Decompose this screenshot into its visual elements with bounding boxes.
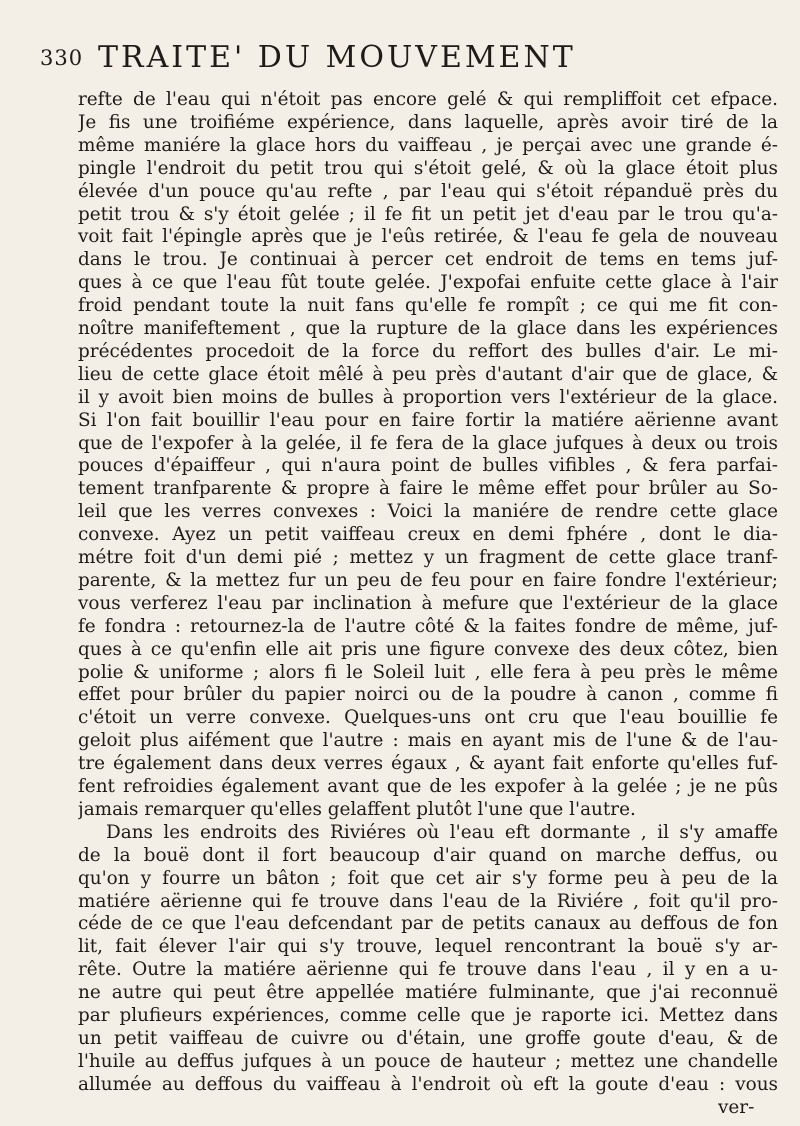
text-line: geloit plus aifément que l'autre : mais en ayant mis de l'une & de l'au-	[78, 730, 778, 752]
text-line: un petit vaiffeau de cuivre ou d'étain, une groffe goute d'eau, & de	[78, 1027, 778, 1049]
text-line: céde de ce que l'eau defcendant par de petits canaux au deffous de fon	[78, 913, 778, 935]
text-line: matiére aërienne qui fe trouve dans l'eau de la Riviére , foit qu'il pro-	[78, 890, 778, 912]
text-line: voit fait l'épingle après que je l'eûs retirée, & l'eau fe gela de nouveau	[78, 226, 778, 248]
page-number: 330	[40, 46, 84, 70]
text-line: élevée d'un pouce qu'au refte , par l'eau qui s'étoit répanduë près du	[78, 180, 778, 202]
text-line: dans le trou. Je continuai à percer cet endroit de tems en tems juf-	[78, 249, 778, 271]
text-line: leil que les verres convexes : Voici la maniére de rendre cette glace	[78, 501, 778, 523]
text-line: pouces d'épaiffeur , qui n'aura point de bulles vifibles , & fera parfai-	[78, 455, 778, 477]
text-line: tement tranfparente & propre à faire le même effet pour brûler au So-	[78, 478, 778, 500]
text-line: même maniére la glace hors du vaiffeau , je perçai avec une grande é-	[78, 134, 778, 156]
text-line: froid pendant toute la nuit fans qu'elle fe rompît ; ce qui me fit con-	[78, 295, 778, 317]
text-line: Si l'on fait bouillir l'eau pour en faire fortir la matiére aërienne avant	[78, 409, 778, 431]
text-line: petit trou & s'y étoit gelée ; il fe fit un petit jet d'eau par le trou qu'a-	[78, 203, 778, 225]
text-line: polie & uniforme ; alors fi le Soleil luit , elle fera à peu près le même	[78, 661, 778, 683]
text-line: c'étoit un verre convexe. Quelques-uns ont cru que l'eau bouillie fe	[78, 707, 778, 729]
text-line: il y avoit bien moins de bulles à proportion vers l'extérieur de la glace.	[78, 386, 778, 408]
text-line: Dans les endroits des Riviéres où l'eau eft dormante , il s'y amaffe	[106, 821, 778, 843]
text-line: que de l'expofer à la gelée, il fe fera de la glace jufques à deux ou trois	[78, 432, 778, 454]
text-line: rête. Outre la matiére aërienne qui fe trouve dans l'eau , il y en a u-	[78, 959, 778, 981]
text-line: ne autre qui peut être appellée matiére fulminante, que j'ai reconnuë	[78, 982, 778, 1004]
text-line: lit, fait élever l'air qui s'y trouve, lequel rencontrant la bouë s'y ar-	[78, 936, 778, 958]
text-line: vous verferez l'eau par inclination à mefure que l'extérieur de la glace	[78, 592, 778, 614]
text-line: ques à ce que l'eau fût toute gelée. J'expofai enfuite cette glace à l'air	[78, 272, 778, 294]
text-line: allumée au deffous du vaiffeau à l'endroit où eft la goute d'eau : vous	[78, 1073, 778, 1095]
running-title: TRAITE' DU MOUVEMENT	[98, 40, 576, 75]
text-line: convexe. Ayez un petit vaiffeau creux en demi fphére , dont le dia-	[78, 524, 778, 546]
text-line: de la bouë dont il fort beaucoup d'air quand on marche deffus, ou	[78, 844, 778, 866]
text-line: qu'on y fourre un bâton ; foit que cet air s'y forme peu à peu de la	[78, 867, 778, 889]
text-line: fent refroidies également avant que de les expofer à la gelée ; je ne pûs	[78, 776, 778, 797]
text-line: précédentes procedoit de la force du reffort des bulles d'air. Le mi-	[78, 340, 778, 362]
text-line: refte de l'eau qui n'étoit pas encore gelé & qui rempliffoit cet efpace.	[78, 89, 778, 110]
text-line: métre foit d'un demi pié ; mettez y un fragment de cette glace tranf-	[78, 547, 778, 568]
text-line: tre également dans deux verres égaux , & ayant fait enforte qu'elles fuf-	[78, 753, 778, 775]
text-line: Je fis une troifiéme expérience, dans laquelle, après avoir tiré de la	[78, 111, 778, 133]
text-line: pingle l'endroit du petit trou qui s'étoit gelé, & où la glace étoit plus	[78, 157, 778, 179]
text-line: noître manifeftement , que la rupture de la glace dans les expériences	[78, 318, 778, 339]
text-line: effet pour brûler du papier noirci ou de la poudre à canon , comme fi	[78, 684, 778, 706]
page-header	[40, 40, 760, 84]
text-line: lieu de cette glace étoit mêlé à peu près d'autant d'air que de glace, &	[78, 363, 778, 385]
text-line: jamais remarquer qu'elles gelaffent plutôt l'une que l'autre.	[78, 798, 636, 820]
text-line: l'huile au deffus jufques à un pouce de hauteur ; mettez une chandelle	[78, 1050, 778, 1072]
text-line: ques à ce qu'enfin elle ait pris une figure convexe des deux côtez, bien	[78, 638, 778, 660]
text-line: fe fondra : retournez-la de l'autre côté & la faites fondre de même, juf-	[78, 615, 778, 637]
text-line: par plufieurs expériences, comme celle que je raporte ici. Mettez dans	[78, 1005, 778, 1026]
text-line: parente, & la mettez fur un peu de feu pour en faire fondre l'extérieur;	[78, 569, 778, 591]
text-line: ver-	[718, 1096, 755, 1118]
